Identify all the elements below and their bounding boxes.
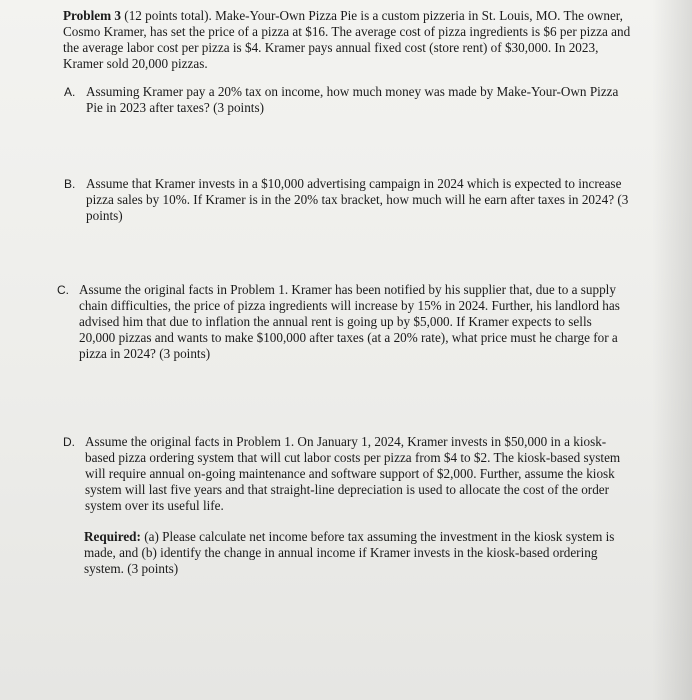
question-b <box>64 176 629 224</box>
question-a-label: A. <box>64 85 76 99</box>
question-c <box>57 282 629 362</box>
question-a-text: Assuming Kramer pay a 20% tax on income, how much money was made by Make-Your-Own Pizza Pie in 2023 after taxes? (3 points) <box>86 84 619 115</box>
problem-intro <box>63 8 633 72</box>
question-d <box>63 434 629 514</box>
question-b-label: B. <box>64 177 76 191</box>
required-label: Required: <box>84 529 141 544</box>
required-section <box>84 529 629 577</box>
question-b-text: Assume that Kramer invests in a $10,000 advertising campaign in 2024 which is expected to increase pizza sales by 10%. If Kramer is in the 20% tax bracket, how much will he earn after taxes in 2024? (3 points) <box>86 176 629 223</box>
problem-text: Make-Your-Own Pizza Pie is a custom pizzeria in St. Louis, MO. The owner, Cosmo Kramer, has set the price of a pizza at $16. The average cost of pizza ingredients is $6 per pizza and the average labor cost per pizza is $4. Kramer pays annual fixed cost (store rent) of $30,000. In 2023, Kramer sold 20,000 pizzas. <box>63 8 631 71</box>
question-c-label: C. <box>57 283 69 297</box>
question-d-label: D. <box>63 435 75 449</box>
required-text: (a) Please calculate net income before tax assuming the investment in the kiosk system is made, and (b) identify the change in annual income if Kramer invests in the kiosk-based ordering system. (3 points) <box>84 529 615 576</box>
page-shadow <box>652 0 692 700</box>
problem-points: (12 points total). <box>124 8 212 23</box>
question-d-text: Assume the original facts in Problem 1. On January 1, 2024, Kramer invests in $50,000 in a kiosk-based pizza ordering system that will cut labor costs per pizza from $4 to $2. The kiosk-based system will require annual on-going maintenance and software support of $2,000. Further, assume the kiosk system will last five years and that straight-line depreciation is used to allocate the cost of the order system over its useful life. <box>85 434 621 513</box>
question-c-text: Assume the original facts in Problem 1. Kramer has been notified by his supplier that, due to a supply chain difficulties, the price of pizza ingredients will increase by 15% in 2024. Further, his landlord has advised him that due to inflation the annual rent is going up by $5,000. If Kramer expects to sells 20,000 pizzas and wants to make $100,000 after taxes (at a 20% rate), what price must he charge for a pizza in 2024? (3 points) <box>79 282 620 361</box>
problem-heading: Problem 3 <box>63 8 121 23</box>
question-a <box>64 84 629 116</box>
